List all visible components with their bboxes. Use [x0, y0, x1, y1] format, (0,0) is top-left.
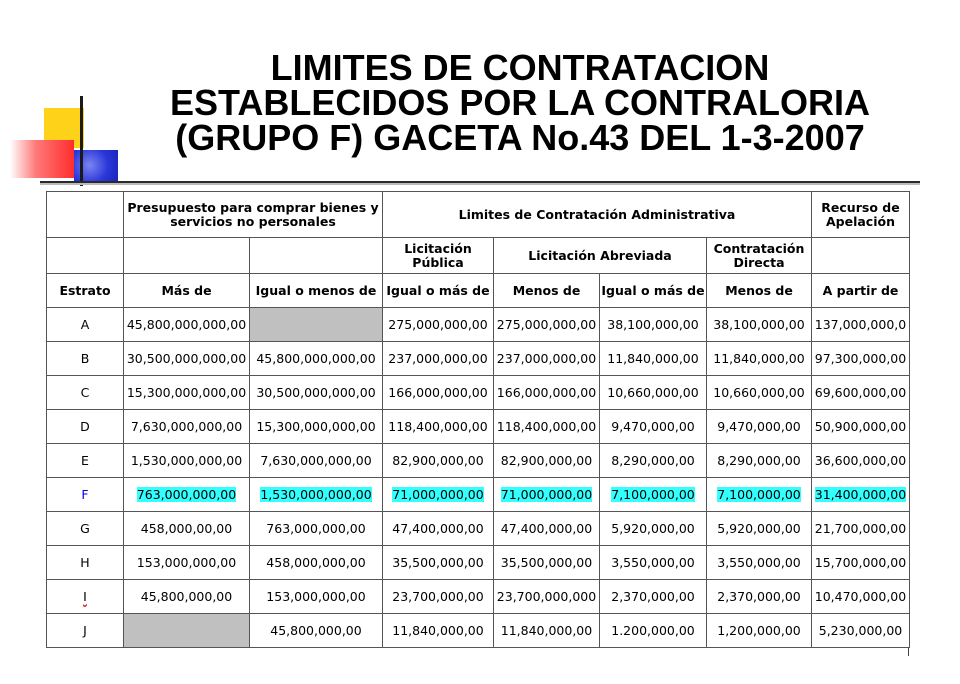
cell-text: 5,230,000,00	[818, 623, 903, 638]
cell-lic-abreviada-igual	[600, 580, 707, 614]
table-row	[47, 512, 910, 546]
cell-recurso-a-partir	[812, 580, 910, 614]
cell-lic-abreviada-igual	[600, 512, 707, 546]
header-estrato: Estrato	[47, 274, 124, 308]
cell-lic-abreviada-menos	[494, 410, 600, 444]
cell-text: 275,000,000,00	[496, 317, 597, 332]
cell-text: 23,700,000,00	[392, 589, 484, 604]
title-line-1: LIMITES DE CONTRATACION	[270, 47, 770, 88]
cell-text: 11,840,000,00	[607, 351, 699, 366]
cell-text: 45,800,000,00	[140, 589, 233, 604]
cell-estrato	[47, 580, 124, 614]
slide-title	[110, 47, 930, 158]
cell-text: 8,290,000,00	[611, 453, 695, 468]
title-divider-shadow	[40, 183, 920, 185]
cell-text: 458,000,000,00	[266, 555, 366, 570]
header-empty-estrato	[47, 192, 124, 238]
cell-lic-abreviada-menos	[494, 580, 600, 614]
cell-text: 15,700,000,00	[814, 555, 907, 570]
cell-text: A	[80, 317, 90, 332]
title-line-3: (GRUPO F) GACETA No.43 DEL 1-3-2007	[175, 117, 865, 158]
cell-text: 7,100,000,00	[717, 487, 801, 502]
cell-text: J	[83, 623, 87, 638]
title-line-2: ESTABLECIDOS POR LA CONTRALORIA	[170, 82, 870, 123]
cell-directa-menos	[707, 580, 812, 614]
cell-directa-menos	[707, 342, 812, 376]
cell-lic-publica	[383, 478, 494, 512]
cell-lic-abreviada-menos	[494, 376, 600, 410]
header-igual-o-menos-de: Igual o menos de	[250, 274, 383, 308]
cell-text: 47,400,000,00	[500, 521, 593, 536]
cell-text: 118,400,000,00	[496, 419, 597, 434]
cell-text: 3,550,000,00	[717, 555, 801, 570]
cell-lic-abreviada-menos	[494, 444, 600, 478]
header-menos-de-directa: Menos de	[707, 274, 812, 308]
table-row	[47, 580, 910, 614]
cell-text: 11,840,000,00	[392, 623, 484, 638]
header-a-partir-de: A partir de	[812, 274, 910, 308]
cell-lic-abreviada-menos	[494, 478, 600, 512]
cell-estrato	[47, 512, 124, 546]
cell-directa-menos	[707, 376, 812, 410]
cell-text: 763,000,000,00	[136, 487, 237, 502]
cell-text: 10,660,000,00	[607, 385, 699, 400]
cell-text: 69,600,000,00	[814, 385, 907, 400]
cell-directa-menos	[707, 614, 812, 648]
cell-text: 2,370,000,00	[611, 589, 695, 604]
header-presupuesto: Presupuesto para comprar bienes y servicios no personales	[124, 192, 383, 238]
cell-text: 50,900,000,00	[814, 419, 907, 434]
cell-text: 7,630,000,000,00	[130, 419, 243, 434]
cell-text: 38,100,000,00	[607, 317, 699, 332]
cell-text: 1,530,000,000,00	[260, 487, 372, 502]
cell-text: 45,800,000,00	[270, 623, 362, 638]
header-licitacion-publica: Licitación Pública	[383, 238, 494, 274]
cell-text: 153,000,000,00	[266, 589, 366, 604]
cell-text: 5,920,000,00	[611, 521, 695, 536]
cell-text: 30,500,000,000,00	[256, 385, 376, 400]
cell-text: 71,000,000,00	[392, 487, 484, 502]
cell-directa-menos	[707, 444, 812, 478]
cell-lic-publica	[383, 410, 494, 444]
cell-mas-de	[124, 580, 250, 614]
cell-text: 11,840,000,00	[713, 351, 805, 366]
cell-recurso-a-partir	[812, 444, 910, 478]
cell-text: 9,470,000,00	[611, 419, 695, 434]
cell-igual-o-menos-de	[250, 512, 383, 546]
table-row	[47, 308, 910, 342]
cell-igual-o-menos-de	[250, 546, 383, 580]
cell-recurso-a-partir	[812, 342, 910, 376]
cell-text: 38,100,000,00	[713, 317, 805, 332]
cell-lic-publica	[383, 580, 494, 614]
header-contratacion-directa: Contratación Directa	[707, 238, 812, 274]
cell-text: 7,100,000,00	[611, 487, 695, 502]
cell-text: 21,700,000,00	[814, 521, 907, 536]
cell-recurso-a-partir	[812, 308, 910, 342]
cell-text: 97,300,000,00	[814, 351, 907, 366]
cell-igual-o-menos-de	[250, 410, 383, 444]
cell-lic-publica	[383, 512, 494, 546]
cell-recurso-a-partir	[812, 546, 910, 580]
cell-text: 71,000,000,00	[500, 487, 593, 502]
cell-directa-menos	[707, 478, 812, 512]
cell-mas-de	[124, 308, 250, 342]
cell-igual-o-menos-de	[250, 580, 383, 614]
cell-estrato	[47, 342, 124, 376]
cell-recurso-a-partir	[812, 376, 910, 410]
header-menos-de-abreviada: Menos de	[494, 274, 600, 308]
cell-lic-abreviada-igual	[600, 614, 707, 648]
cell-igual-o-menos-de	[250, 478, 383, 512]
cell-text: 275,000,000,00	[388, 317, 488, 332]
table-row	[47, 444, 910, 478]
cell-estrato	[47, 410, 124, 444]
cell-lic-abreviada-igual	[600, 478, 707, 512]
cell-recurso-a-partir	[812, 512, 910, 546]
header-empty-2c	[250, 238, 383, 274]
cell-text: 137,000,000,0	[814, 317, 907, 332]
cell-text: 153,000,000,00	[136, 555, 237, 570]
table-row	[47, 614, 910, 648]
cell-estrato	[47, 376, 124, 410]
cell-text: E	[81, 453, 89, 468]
cell-estrato	[47, 614, 124, 648]
limits-table	[46, 191, 910, 648]
header-igual-o-mas-de-abreviada: Igual o más de	[600, 274, 707, 308]
cell-lic-publica	[383, 308, 494, 342]
cell-lic-abreviada-igual	[600, 376, 707, 410]
cell-text: C	[80, 385, 90, 400]
cell-text: 11,840,000,00	[500, 623, 593, 638]
cell-estrato	[47, 308, 124, 342]
header-empty-2a	[47, 238, 124, 274]
cell-estrato	[47, 546, 124, 580]
cell-igual-o-menos-de	[250, 614, 383, 648]
cell-directa-menos	[707, 410, 812, 444]
cell-mas-de	[124, 444, 250, 478]
decorative-tick	[908, 648, 909, 656]
cell-text: I	[83, 589, 87, 604]
cell-text: 237,000,000,00	[496, 351, 597, 366]
table-row	[47, 478, 910, 512]
cell-mas-de	[124, 342, 250, 376]
cell-mas-de	[124, 478, 250, 512]
cell-text: 8,290,000,00	[717, 453, 801, 468]
cell-lic-publica	[383, 614, 494, 648]
cell-text: 10,470,000,00	[814, 589, 907, 604]
cell-lic-publica	[383, 444, 494, 478]
cell-text: 15,300,000,000,00	[126, 385, 247, 400]
cell-text: 15,300,000,000,00	[256, 419, 376, 434]
cell-text: 35,500,000,00	[500, 555, 593, 570]
cell-recurso-a-partir	[812, 478, 910, 512]
cell-mas-de	[124, 546, 250, 580]
cell-igual-o-menos-de	[250, 376, 383, 410]
cell-text: 31,400,000,00	[814, 487, 907, 502]
header-licitacion-abreviada: Licitación Abreviada	[494, 238, 707, 274]
cell-lic-abreviada-menos	[494, 546, 600, 580]
cell-text: 1,530,000,000,00	[130, 453, 243, 468]
cell-text: 45,800,000,000,00	[126, 317, 247, 332]
cell-mas-de	[124, 376, 250, 410]
cell-text: 166,000,000,00	[388, 385, 488, 400]
cell-lic-abreviada-menos	[494, 308, 600, 342]
cell-text: G	[80, 521, 90, 536]
cell-mas-de	[124, 410, 250, 444]
header-mas-de: Más de	[124, 274, 250, 308]
cell-directa-menos	[707, 512, 812, 546]
cell-text: 7,630,000,000,00	[260, 453, 372, 468]
decorative-vertical-line	[80, 96, 83, 186]
cell-lic-abreviada-igual	[600, 308, 707, 342]
cell-estrato	[47, 478, 124, 512]
cell-lic-abreviada-menos	[494, 512, 600, 546]
cell-text: 35,500,000,00	[392, 555, 484, 570]
cell-text: 45,800,000,000,00	[256, 351, 376, 366]
cell-text: F	[81, 487, 89, 502]
header-empty-2b	[124, 238, 250, 274]
cell-text: 237,000,000,00	[388, 351, 488, 366]
cell-text: 1,200,000,00	[717, 623, 801, 638]
cell-estrato	[47, 444, 124, 478]
limits-table-container	[46, 191, 910, 648]
header-recurso: Recurso de Apelación	[812, 192, 910, 238]
cell-lic-publica	[383, 376, 494, 410]
cell-igual-o-menos-de	[250, 342, 383, 376]
decorative-red-bar	[10, 140, 74, 178]
cell-lic-abreviada-igual	[600, 444, 707, 478]
table-row	[47, 546, 910, 580]
table-row	[47, 376, 910, 410]
cell-text: D	[80, 419, 90, 434]
cell-text: B	[80, 351, 90, 366]
cell-text: 118,400,000,00	[388, 419, 488, 434]
cell-text: 458,000,00,00	[140, 521, 233, 536]
table-row	[47, 342, 910, 376]
cell-lic-abreviada-igual	[600, 410, 707, 444]
header-igual-o-mas-de-publica: Igual o más de	[383, 274, 494, 308]
cell-text: 82,900,000,00	[500, 453, 593, 468]
cell-text: 5,920,000,00	[717, 521, 801, 536]
cell-text: 763,000,000,00	[266, 521, 366, 536]
cell-mas-de	[124, 512, 250, 546]
cell-recurso-a-partir	[812, 410, 910, 444]
header-limites: Limites de Contratación Administrativa	[383, 192, 812, 238]
cell-text: 82,900,000,00	[392, 453, 484, 468]
cell-text: 166,000,000,00	[496, 385, 597, 400]
cell-lic-abreviada-menos	[494, 614, 600, 648]
cell-recurso-a-partir	[812, 614, 910, 648]
header-empty-2d	[812, 238, 910, 274]
cell-text: 1.200,000,00	[611, 623, 695, 638]
cell-directa-menos	[707, 308, 812, 342]
cell-text: 36,600,000,00	[814, 453, 907, 468]
cell-text: 10,660,000,00	[713, 385, 805, 400]
cell-text: 9,470,000,00	[717, 419, 801, 434]
cell-lic-abreviada-menos	[494, 342, 600, 376]
table-body	[47, 308, 910, 648]
cell-lic-publica	[383, 342, 494, 376]
cell-text: 3,550,000,00	[611, 555, 695, 570]
cell-text: 2,370,000,00	[717, 589, 801, 604]
cell-lic-abreviada-igual	[600, 342, 707, 376]
cell-directa-menos	[707, 546, 812, 580]
cell-text: H	[80, 555, 90, 570]
cell-igual-o-menos-de	[250, 444, 383, 478]
cell-text: 30,500,000,000,00	[126, 351, 247, 366]
cell-mas-de	[124, 614, 250, 648]
cell-igual-o-menos-de	[250, 308, 383, 342]
cell-text: 23,700,000,000	[496, 589, 597, 604]
table-row	[47, 410, 910, 444]
cell-text: 47,400,000,00	[392, 521, 484, 536]
cell-lic-abreviada-igual	[600, 546, 707, 580]
cell-lic-publica	[383, 546, 494, 580]
